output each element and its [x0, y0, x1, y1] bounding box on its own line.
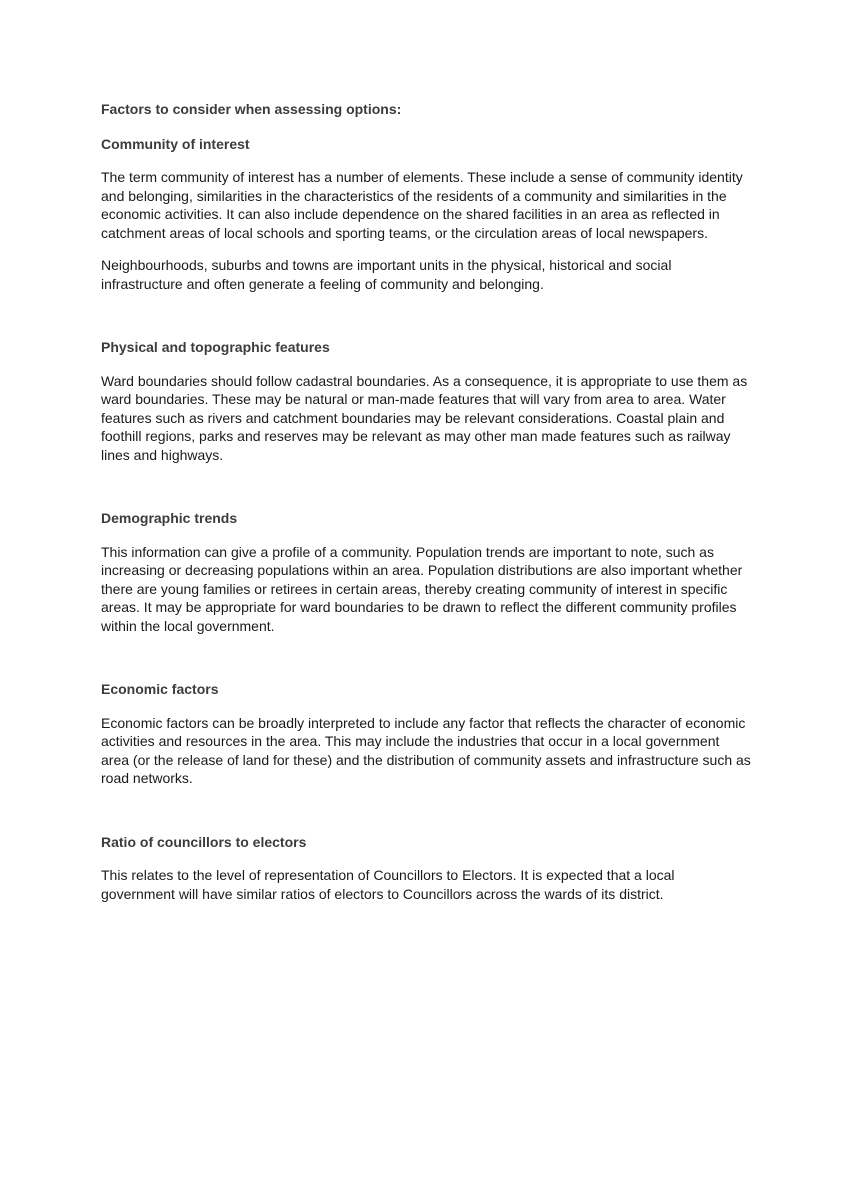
section-paragraph: This relates to the level of representation of Councillors to Electors. It is expected that a local government will have similar ratios of electors to Councillors across the wards of its district. [101, 867, 675, 902]
section-paragraph: The term community of interest has a number of elements. These include a sense of community identity and belonging, similarities in the characteristics of the residents of a community and similarities in the economic activities. It can also include dependence on the shared facilities in an area as reflected in catchment areas of local schools and sporting teams, or the circulation areas of local newspapers. [101, 169, 743, 241]
section-heading: Ratio of councillors to electors [101, 833, 307, 850]
section-paragraph: This information can give a profile of a community. Population trends are important to note, such as increasing or decreasing populations within an area. Population distributions are also important whether there are young families or retirees in certain areas, thereby creating community of interest in specific areas. It may be appropriate for ward boundaries to be drawn to reflect the different community profiles within the local government. [101, 543, 743, 634]
section-ratio-councillors [101, 833, 751, 904]
section-economic-factors [101, 680, 751, 788]
document-page [101, 100, 751, 903]
section-heading: Economic factors [101, 681, 219, 697]
section-paragraph: Ward boundaries should follow cadastral boundaries. As a consequence, it is appropriate to use them as ward boundaries. These may be natural or man-made features that will vary from area to area. Water features such as rivers and catchment boundaries may be relevant considerations. Coastal plain and foothill regions, parks and reserves may be relevant as may other man made features such as railway lines and highways. [101, 372, 748, 463]
section-paragraph: Neighbourhoods, suburbs and towns are important units in the physical, historical and social infrastructure and often generate a feeling of community and belonging. [101, 257, 672, 292]
section-paragraph: Economic factors can be broadly interpreted to include any factor that reflects the character of economic activities and resources in the area. This may include the industries that occur in a local government area (or the release of land for these) and the distribution of community assets and infrastructure such as road networks. [101, 714, 751, 786]
intro-heading: Factors to consider when assessing options: [101, 101, 402, 117]
section-demographic-trends [101, 509, 751, 635]
section-heading: Community of interest [101, 135, 250, 152]
section-community-of-interest [101, 135, 751, 294]
section-heading: Demographic trends [101, 510, 238, 526]
section-heading: Physical and topographic features [101, 339, 330, 355]
section-physical-topographic [101, 338, 751, 464]
